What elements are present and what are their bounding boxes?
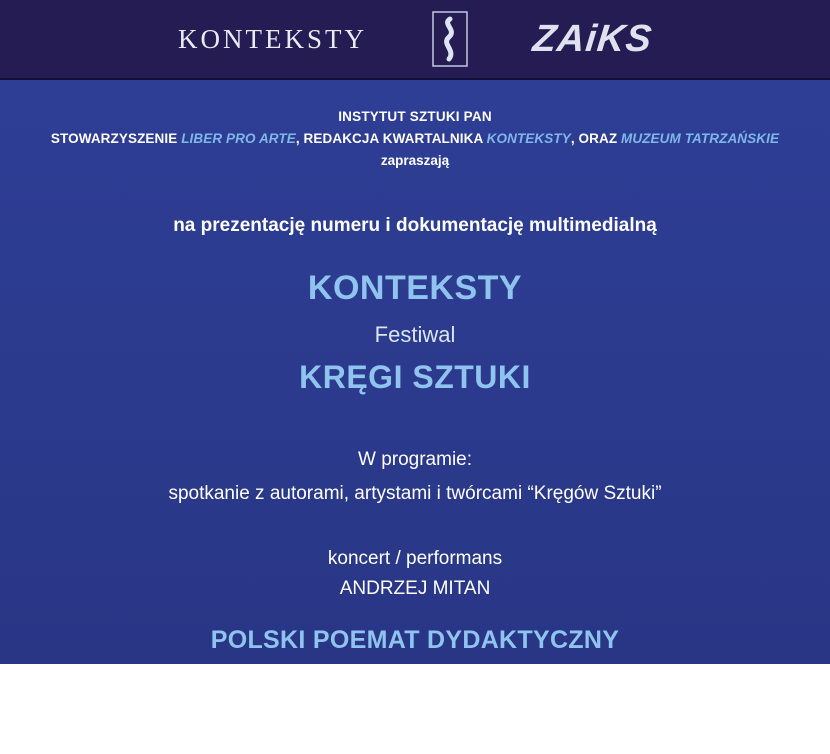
program-heading: W programie: <box>357 449 473 471</box>
institute-emblem-icon <box>427 10 473 68</box>
header-logo-band <box>0 0 830 80</box>
organizers-prefix: STOWARZYSZENIE <box>50 131 182 147</box>
artist-name: ANDRZEJ MITAN <box>339 577 491 599</box>
organizer-liber-pro-arte: LIBER PRO ARTE <box>181 131 296 147</box>
poster-body <box>0 80 830 752</box>
work-title: POLSKI POEMAT DYDAKTYCZNY <box>210 625 620 654</box>
event-title-main: KONTEKSTY <box>307 269 523 308</box>
konteksty-wordmark-logo: KONTEKSTY <box>178 23 367 54</box>
program-detail: spotkanie z autorami, artystami i twórcami “Kręgów Sztuki” <box>168 482 662 504</box>
concert-label: koncert / performans <box>327 548 503 570</box>
organizers-mid-2: , ORAZ <box>570 131 622 147</box>
organizers-mid-1: , REDAKCJA KWARTALNIKA <box>295 131 487 147</box>
event-title-secondary: KRĘGI SZTUKI <box>299 358 531 395</box>
invitation-line: zapraszają <box>380 153 450 169</box>
event-datetime: 10 grudnia, 2015, godz.18.00, Zakopane <box>279 706 551 724</box>
institute-line: INSTYTUT SZTUKI PAN <box>338 109 492 124</box>
zaiks-logo: ZAiKS <box>530 17 655 60</box>
organizer-muzeum-tatrzanskie: MUZEUM TATRZAŃSKIE <box>621 131 780 147</box>
organizers-line <box>0 130 830 148</box>
event-venue: Muzeum Tatrzańskie, Galeria Władysława Hasiora, ul. Jagiellońska 18 b <box>175 734 655 752</box>
event-title-sub: Festiwal <box>374 322 456 348</box>
presentation-line: na prezentację numeru i dokumentację multimedialną <box>173 214 657 236</box>
organizer-konteksty: KONTEKSTY <box>486 131 571 147</box>
